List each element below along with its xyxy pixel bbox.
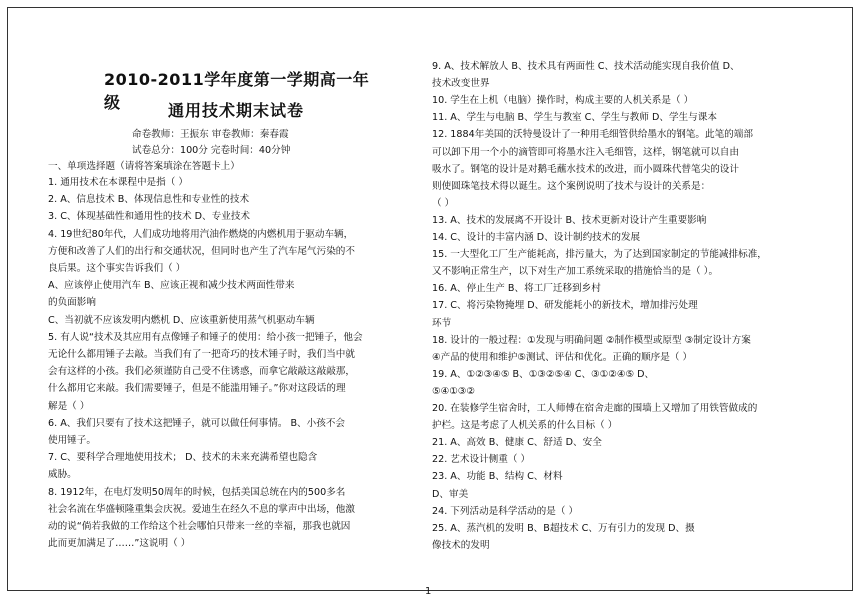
question-line: 15. 一大型化工厂生产能耗高，排污量大，为了达到国家制定的节能减排标准， [432, 249, 767, 261]
question-line: 16. A、停止生产 B、将工厂迁移到乡村 [432, 283, 601, 295]
question-line: C、当初就不应该发明内燃机 D、应该重新使用蒸气机驱动车辆 [48, 314, 315, 326]
question-line: 动的说“倘若我做的工作给这个社会哪怕只带来一丝的幸福，那我也就因 [48, 521, 351, 532]
question-line: 13. A、技术的发展离不开设计 B、技术更新对设计产生重要影响 [432, 214, 707, 226]
question-line: 6. A、我们只要有了技术这把锤子，就可以做任何事情。 B、小孩不会 [48, 417, 346, 429]
question-line: 24. 下列活动是科学活动的是（ ） [432, 505, 579, 517]
exam-subtitle: 通用技术期末试卷 [168, 101, 305, 120]
question-line: 此而更加满足了……”这说明（ ） [48, 538, 191, 550]
question-line: 像技术的发明 [432, 539, 490, 551]
question-line: 良后果。这个事实告诉我们（ ） [48, 263, 186, 274]
question-line: 又不影响正常生产，以下对生产加工系统采取的措施恰当的是（ ）。 [432, 266, 719, 278]
section-heading: 一、单项选择题（请将答案填涂在答题卡上） [48, 161, 240, 172]
question-line: 7. C、要科学合理地使用技术； D、技术的未来充满希望也隐含 [48, 452, 318, 464]
question-line: 11. A、学生与电脑 B、学生与教室 C、学生与教师 D、学生与课本 [432, 112, 717, 124]
question-line: ⑤④①③② [432, 385, 476, 397]
question-line: 环节 [432, 317, 452, 329]
authors-line: 命卷教师：王振东 审卷教师：秦春霞 [132, 129, 289, 140]
question-line: ④产品的使用和维护⑤测试、评估和优化。正确的顺序是（ ） [432, 351, 693, 363]
question-line: 使用锤子。 [48, 435, 96, 446]
question-line: 解是（ ） [48, 400, 90, 412]
question-line: 5. 有人说“技术及其应用有点像锤子和锤子的使用：给小孩一把锤子，他会 [48, 331, 363, 343]
question-line: 护栏。这是考虑了人机关系的什么目标（ ） [432, 420, 618, 432]
question-line: D、审美 [432, 488, 469, 500]
question-line: 4. 19世纪80年代，人们成功地将用汽油作燃烧的内燃机用于驱动车辆， [48, 228, 354, 240]
question-line: 吸水了。钢笔的设计是对鹅毛蘸水技术的改进，而小圆珠代替笔尖的设计 [432, 163, 739, 175]
exam-title: 2010-2011学年度第一学期高一年级 [104, 70, 370, 112]
question-line: 技术改变世界 [432, 78, 490, 90]
question-line: 3. C、体现基础性和通用性的技术 D、专业技术 [48, 211, 251, 223]
question-line: 威胁。 [48, 469, 77, 481]
question-line: 的负面影响 [48, 297, 96, 309]
question-line: 25. A、蒸汽机的发明 B、B超技术 C、万有引力的发现 D、摄 [432, 522, 695, 534]
question-line: 什么都用它来敲。我们需要锤子，但是不能滥用锤子。”你对这段话的理 [48, 383, 346, 395]
question-line: 无论什么都用锤子去敲。当我们有了一把奇巧的技术锤子时，我们当中就 [48, 349, 355, 360]
question-line: 方便和改善了人们的出行和交通状况，但同时也产生了汽车尾气污染的不 [48, 245, 355, 257]
question-line: 可以卸下用一个小的滴管即可将墨水注入毛细管，这样，钢笔就可以自由 [432, 146, 739, 158]
question-line: 则使圆珠笔技术得以诞生。这个案例说明了技术与设计的关系是： [432, 180, 711, 192]
question-line: 9. A、技术解放人 B、技术具有两面性 C、技术活动能实现自我价值 D、 [432, 61, 740, 72]
question-line: 12. 1884年美国的沃特曼设计了一种用毛细管供给墨水的钢笔。此笔的端部 [432, 129, 753, 141]
question-line: 2. A、信息技术 B、体现信息性和专业性的技术 [48, 194, 250, 206]
question-line: 23. A、功能 B、结构 C、材料 [432, 471, 563, 483]
page-number: 1 [425, 586, 432, 597]
question-line: 1. 通用技术在本课程中是指（ ） [48, 177, 188, 188]
question-line: 20. 在装修学生宿舍时，工人师傅在宿舍走廊的围墙上又增加了用铁管做成的 [432, 403, 758, 414]
question-line: 14. C、设计的丰富内涵 D、设计制约技术的发展 [432, 232, 641, 243]
question-line: 17. C、将污染物掩埋 D、研发能耗小的新技术，增加排污处理 [432, 300, 698, 312]
question-line: A、应该停止使用汽车 B、应该正视和减少技术两面性带来 [48, 280, 295, 292]
question-line: 社会名流在华盛顿隆重集会庆祝。爱迪生在经久不息的掌声中出场，他激 [48, 503, 355, 515]
question-line: 19. A、①②③④⑤ B、①③②⑤④ C、③①②④⑤ D、 [432, 368, 655, 380]
question-line: （ ） [432, 197, 455, 209]
question-line: 22. 艺术设计侧重（ ） [432, 454, 531, 466]
question-line: 10. 学生在上机（电脑）操作时，构成主要的人机关系是（ ） [432, 95, 694, 107]
question-line: 会有这样的小孩。我们必须谨防自己受不住诱惑，而拿它敲敲这敲敲那， [48, 366, 355, 378]
scores-line: 试卷总分：100分 完卷时间：40分钟 [132, 145, 291, 156]
question-line: 18. 设计的一般过程：①发现与明确问题 ②制作模型或原型 ③制定设计方案 [432, 334, 751, 346]
question-line: 8. 1912年，在电灯发明50周年的时候，包括美国总统在内的500多名 [48, 486, 346, 498]
question-line: 21. A、高效 B、健康 C、舒适 D、安全 [432, 437, 602, 449]
